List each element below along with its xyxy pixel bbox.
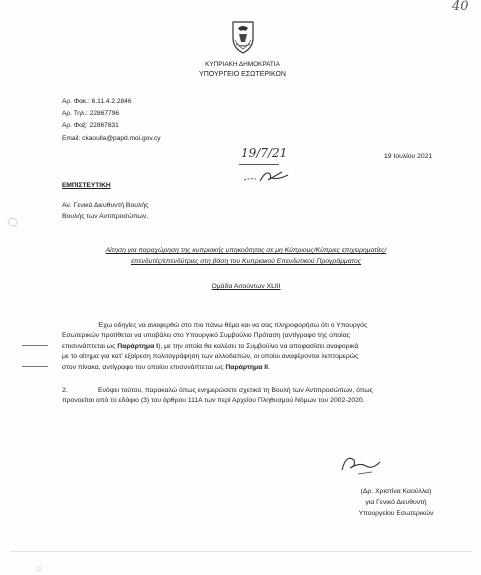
file-number: Αρ. Φακ.: 6.11.4.2.2846	[62, 98, 132, 105]
signature-icon	[336, 450, 386, 480]
subject-line-2: επενδυτές/επενδύτριες στη βάση του Κυπριακού Επενδυτικού Προγράμματος	[130, 258, 362, 265]
page-number: 40	[452, 0, 469, 14]
fax: Αρ. Φαξ: 22867831	[62, 122, 119, 129]
margin-dash-1	[22, 345, 48, 346]
telephone: Αρ. Τηλ.: 22867796	[62, 110, 120, 117]
paragraph-1-line-3-a: επισυνάπτεται ως	[62, 342, 118, 350]
cyprus-coat-of-arms-icon	[229, 18, 257, 56]
handwritten-date: 19/7/21	[241, 146, 288, 160]
paragraph-1-line-3	[62, 342, 444, 352]
recipient-line-2: Βουλής των Αντιπροσώπων,	[62, 213, 149, 220]
paragraph-2	[62, 386, 444, 407]
signatory-role-1: για Γενικό Διευθυντή	[365, 499, 427, 506]
paragraph-1-line-5-a: στον πίνακα, αντίγραφο του οποίου επισυνάπτεται ως	[62, 363, 226, 371]
paragraph-2-number: 2.	[62, 387, 68, 394]
page-bottom-edge	[10, 551, 472, 552]
republic-name: ΚΥΠΡΙΑΚΗ ΔΗΜΟΚΡΑΤΙΑ	[205, 61, 280, 68]
paragraph-1	[62, 321, 444, 373]
paragraph-1-line-5-c: .	[268, 363, 270, 371]
paragraph-1-line-2: Εσωτερικών προτίθεται να υποβάλει στο Υπουργικό Συμβούλιο Πρόταση (αντίγραφο της οποίας	[62, 332, 350, 340]
handwritten-initials-icon	[242, 166, 292, 186]
margin-dash-2	[22, 366, 48, 367]
letter-date: 19 Ιουλίου 2021	[384, 153, 433, 160]
paragraph-1-line-1: Έχω οδηγίες να αναφερθώ στο πιο πάνω θέμα και να σας πληροφορήσω ότι ο Υπουργός	[98, 322, 368, 329]
paragraph-1-line-3-c: ), με την οποία θα καλέσει το Συμβούλιο να αποφασίσει αναφορικά	[158, 342, 359, 350]
hole-punch-mark-icon	[6, 216, 20, 228]
hole-punch-mark-bottom-icon	[34, 565, 44, 573]
email: Email: ckaoulla@papd.moi.gov.cy	[62, 135, 161, 142]
annex-2-ref: Παράρτημα II	[225, 363, 269, 371]
paragraph-2-line-2: προνοείται από το εδάφιο (3) του άρθρου 111Α των περί Αρχείου Πληθυσμού Νόμων του 2002-2020.	[62, 397, 365, 405]
recipient-line-1: Αν. Γενικό Διευθυντή Βουλής	[62, 202, 149, 209]
subject-line-1: Αίτηση για παραχώρηση της κυπριακής υπηκοότητας σε μη Κύπριους/Κύπριες επιχειρηματίες/	[105, 247, 387, 254]
applicant-group: Ομάδα Αιτούντων XLIII	[211, 283, 281, 290]
signatory-name: (Δρ. Χριστίνα Καούλλα)	[360, 488, 432, 495]
paragraph-1-line-5	[62, 363, 444, 373]
signatory-role-2: Υπουργείου Εσωτερικών	[358, 510, 434, 517]
annex-1-ref: Παράρτημα I	[117, 342, 159, 350]
handwritten-underline	[239, 164, 279, 165]
ministry-name: ΥΠΟΥΡΓΕΙΟ ΕΣΩΤΕΡΙΚΩΝ	[199, 71, 286, 78]
paragraph-2-line-1: Ενόψει τούτου, παρακαλώ όπως ενημερώσετε σχετικά τη Βουλή των Αντιπροσώπων, όπως	[98, 387, 373, 394]
paragraph-1-line-4: με το αίτημα για κατ' εξαίρεση πολιτογράφηση των αλλοδαπών, οι οποίοι αναφέρονται λεπτομερώς	[62, 353, 359, 361]
classification: ΕΜΠΙΣΤΕΥΤΙΚΗ	[62, 182, 111, 189]
